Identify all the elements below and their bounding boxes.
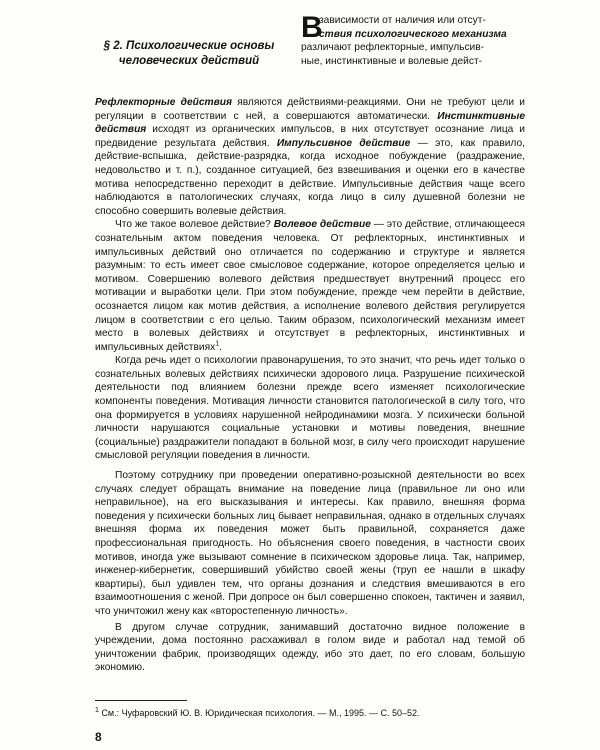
intro-line-2: ствия психологического механизма <box>319 28 507 40</box>
footnote-divider <box>95 700 187 701</box>
paragraph-4: Поэтому сотруднику при проведении оперативно-розыскной деятельности во всех случаях следует обращать внимание на поведение лица (правильное ли оно или неправильное), на его высказывания и интересы. Как правило, внешняя форма поведения у психически больных лиц бывает неправильная, однако в отдельных случаях внешняя форма их поведения может быть правильной, сохраняется даже профессиональная пригодность. Но объяснения своего поведения, в частности своих мотивов, иногда уже вызывают сомнение в психическом здоровье лица. Так, например, инженер-кибернетик, совершивший убийство своей жены (труп ее нашли в шкафу квартиры), был удивлен тем, что органы дознания и следствия вмешиваются в его взаимоотношения с женой. При допросе он был совершенно спокоен, тактичен и заявил, что уничтожил жену как «второстепенную личность». <box>95 470 525 617</box>
paragraph-3: Когда речь идет о психологии правонарушения, то это значит, что речь идет только о сознательных волевых действиях психически здорового лица. Разрушение психической деятельности под влиянием болезни прежде всего изменяет психологические компоненты поведения. Мотивация личности становится патологической в силу того, что она формируется в условиях нарушенной нейродинамики мозга. У психически больной личности нарушаются социальные установки и мотивы поведения, внешние (социальные) раздражители попадают в больной мозг, в силу чего происходит нарушение смысловой регуляции поведения в личности. <box>95 355 525 462</box>
intro-line-1: зависимости от наличия или отсут- <box>319 15 486 26</box>
term-instinct: Инстинктивные действия <box>95 110 525 136</box>
section-title: § 2. Психологические основы человеческих действий <box>103 40 275 67</box>
footnote-mark: 1 <box>95 707 99 714</box>
paragraph-5: В другом случае сотрудник, занимавший достаточно видное положение в учреждении, дома постоянно расхаживал в голом виде и работал над темой об уничтожении фабрик, производящих одежду, ибо это дает, по его словам, большую экономию. <box>95 621 525 674</box>
section-header <box>95 11 525 96</box>
text-column <box>95 11 525 675</box>
footnote: $^1$ См.: Чуфаровский Ю. В. Юридическая психология. — М., 1995. — С. 50–52. <box>95 707 420 718</box>
paragraph-2: Что же такое волевое действие? Волевое действие — это действие, отличающееся сознательным актом поведения человека. От рефлекторных, инстинктивных и импульсивных действий оно отличается по содержанию и структуре и является разумным: то есть имеет свое смысловое содержание, которое определяется целью и мотивом. Совершению волевого действия предшествует внутренний процесс его мотивации и выработки цели. При этом побуждение, прежде чем перейти в действие, осознается лицом как мотив действия, а исполнение волевого действия регулируется лицом в соответствии с его целью. Таким образом, психологический механизм имеет место в волевых действиях и отсутствует в рефлекторных, инстинктивных и импульсивных действиях$^1$. <box>95 219 525 353</box>
intro-line-4: ные, инстинктивные и волевые дейст- <box>301 55 483 67</box>
drop-cap: В <box>301 11 323 44</box>
page-number: 8 <box>95 730 102 744</box>
footnote-ref[interactable]: 1 <box>215 340 220 348</box>
term-impulsive: Импульсивное действие <box>276 137 411 149</box>
term-volitional: Волевое действие <box>273 219 371 231</box>
paragraph-1: Рефлекторные действия являются действиями-реакциями. Они не требуют цели и регуляции в соответствии с ней, а совершаются автоматически. Инстинктивные действия исходят из органических импульсов, в них отсутствует осознание лица и предвидение результата действия. Импульсивное действие — это, как правило, действие-вспышка, действие-разрядка, когда исходное побуждение (раздражение, недовольство и т. п.), созданное ситуацией, без взвешивания и оценки его в качестве мотива непосредственно переходит в действие. Импульсивные действия чаще всего наблюдаются в патологических случаях, когда лицо в силу душевной болезни не способно совершить волевые действия. <box>95 97 525 217</box>
intro-line-3: различают рефлекторные, импульсив- <box>301 42 485 54</box>
term-reflex: Рефлекторные действия <box>95 97 232 108</box>
intro-block <box>301 11 525 96</box>
